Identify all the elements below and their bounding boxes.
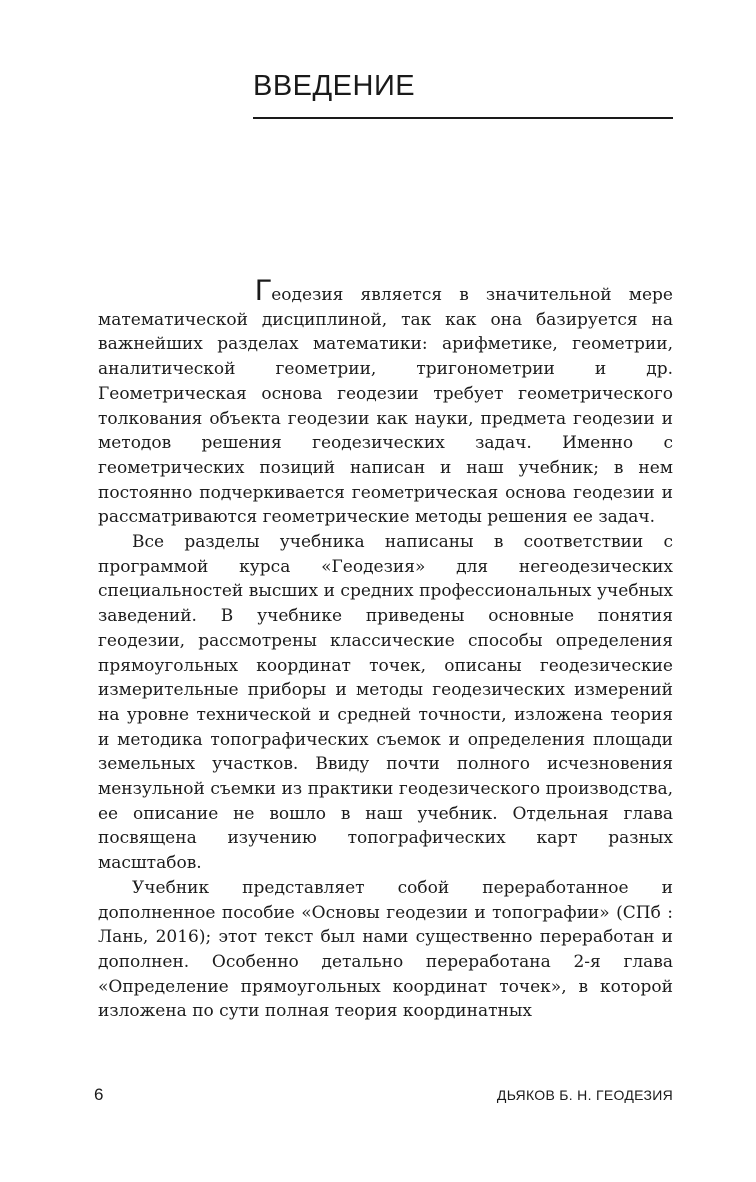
running-footer: ДЬЯКОВ Б. Н. ГЕОДЕЗИЯ bbox=[496, 1087, 673, 1103]
title-underline bbox=[253, 117, 673, 119]
page-number: 6 bbox=[94, 1085, 104, 1104]
paragraph-3: Учебник представляет собой переработанное и дополненное пособие «Основы геодезии и топографии» (СПб : Лань, 2016); этот текст был нами существенно переработан и дополнен. Особенно детально переработана 2-я глава «Определение прямоугольных координат точек», в которой изложена по сути полная теория координатных bbox=[98, 877, 673, 1022]
paragraph-1 bbox=[98, 274, 673, 530]
paragraph-2: Все разделы учебника написаны в соответствии с программой курса «Геодезия» для негеодезических специальностей высших и средних профессиональных учебных заведений. В учебнике приведены основные понятия геодезии, рассмотрены классические способы определения прямоугольных координат точек, описаны геодезические измерительные приборы и методы геодезических измерений на уровне технической и средней точности, изложена теория и методика топографических съемок и определения площади земельных участков. Ввиду почти полного исчезновения мензульной съемки из практики геодезического производства, ее описание не вошло в наш учебник. Отдельная глава посвящена изучению топографических карт разных масштабов. bbox=[98, 532, 673, 874]
paragraph-1-text: еодезия является в значительной мере математической дисциплиной, так как она базируется на важнейших разделах математики: арифметике, геометрии, аналитической геометрии, тригонометрии и др. Геометрическая основа геодезии требует геометрического толкования объекта геодезии как науки, предмета геодезии и методов решения геодезических задач. Именно с геометрических позиций написан и наш учебник; в нем постоянно подчеркивается геометрическая основа геодезии и рассматриваются геометрические методы решения ее задач. bbox=[98, 285, 673, 528]
drop-initial: Г bbox=[255, 274, 272, 307]
main-text bbox=[98, 274, 673, 1024]
page-title: ВВЕДЕНИЕ bbox=[253, 70, 416, 102]
